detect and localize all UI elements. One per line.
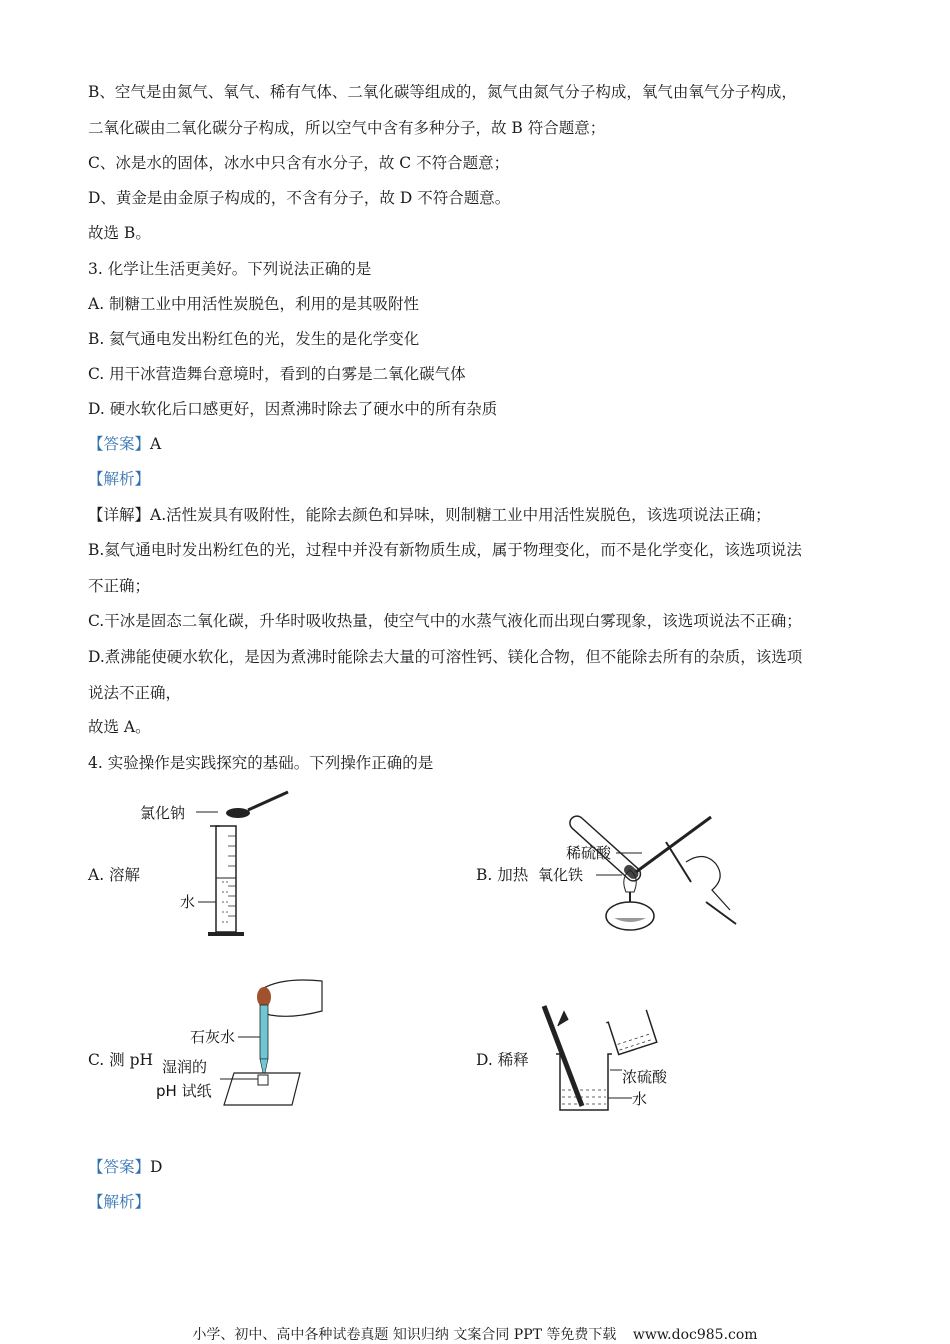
text-line: 二氧化碳由二氧化碳分子构成，所以空气中含有多种分子，故 B 符合题意； <box>88 119 606 137</box>
dropper-bulb <box>257 987 271 1007</box>
cylinder-base <box>208 932 244 936</box>
question-3-stem: 3. 化学让生活更美好。下列说法正确的是 <box>88 260 372 278</box>
question-3-detail-b-cont: 不正确； <box>88 577 151 595</box>
question-3-detail-a <box>88 505 771 525</box>
text-line: C、冰是水的固体，冰水中只含有水分子，故 C 不符合题意； <box>88 154 510 172</box>
stir-arrow-icon <box>558 1012 568 1026</box>
figure-d-label-water: 水 <box>632 1090 648 1108</box>
question-3-option-b: B. 氦气通电发出粉红色的光，发生的是化学变化 <box>88 330 420 348</box>
question-3-choose: 故选 A。 <box>88 718 151 736</box>
answer-value: D <box>150 1158 163 1176</box>
figure-c-label-limewater: 石灰水 <box>190 1028 236 1046</box>
question-3-option-c: C. 用干冰营造舞台意境时，看到的白雾是二氧化碳气体 <box>88 365 466 383</box>
figure-a-label-water: 水 <box>180 893 196 911</box>
question-4-option-a: A. 溶解 <box>88 866 141 884</box>
lamp-liquid <box>614 918 646 922</box>
answer-tag: 【答案】 <box>88 1158 151 1176</box>
figure-d-label-concentrated-sulfuric-acid: 浓硫酸 <box>622 1068 668 1086</box>
hand-icon <box>686 856 730 910</box>
answer-value: A <box>150 435 162 453</box>
question-4-option-d: D. 稀释 <box>476 1051 529 1069</box>
dropper-tube <box>260 1005 268 1059</box>
dropper-tip <box>260 1059 268 1073</box>
tube-holder <box>636 817 711 872</box>
spoon-handle <box>248 792 288 810</box>
question-3-detail-d: D.煮沸能使硬水软化，是因为煮沸时能除去大量的可溶性钙、镁化合物，但不能除去所有的杂质，该选项 <box>88 648 803 666</box>
question-3-analysis-tag <box>88 469 150 489</box>
question-4-stem: 4. 实验操作是实践探究的基础。下列操作正确的是 <box>88 754 434 772</box>
detail-tag: 【详解】 <box>88 506 151 524</box>
question-4-option-b: B. 加热 <box>476 866 529 884</box>
page-footer <box>0 1324 950 1344</box>
answer-tag: 【答案】 <box>88 435 151 453</box>
spoon-icon <box>226 808 250 818</box>
footer-text: 小学、初中、高中各种试卷真题 知识归纳 文案合同 PPT 等免费下载 <box>192 1327 617 1343</box>
question-3-option-a: A. 制糖工业中用活性炭脱色，利用的是其吸附性 <box>88 295 420 313</box>
figure-a-label-sodium-chloride: 氯化钠 <box>140 804 186 822</box>
text-line: 故选 B。 <box>88 224 151 242</box>
analysis-tag: 【解析】 <box>88 1193 151 1211</box>
alcohol-lamp <box>606 902 654 930</box>
figure-heating <box>536 812 756 937</box>
figure-dissolve <box>138 786 298 941</box>
question-3-option-d: D. 硬水软化后口感更好，因煮沸时除去了硬水中的所有杂质 <box>88 400 498 418</box>
question-4-analysis-tag <box>88 1192 150 1212</box>
figure-c-label-ph-paper: pH 试纸 <box>156 1082 212 1100</box>
text-line: B、空气是由氮气、氧气、稀有气体、二氧化碳等组成的，氮气由氮气分子构成，氧气由氧气分子构成， <box>88 83 797 101</box>
figure-c-label-moist: 湿润的 <box>162 1058 208 1076</box>
water-in-beaker <box>562 1090 606 1104</box>
question-4-answer <box>88 1157 162 1177</box>
text-line: D、黄金是由金原子构成的，不含有分子，故 D 不符合题意。 <box>88 189 511 207</box>
question-4-option-c: C. 测 pH <box>88 1051 154 1069</box>
pouring-beaker <box>606 1010 656 1055</box>
footer-url[interactable]: www.doc985.com <box>632 1327 758 1343</box>
holder-tip <box>706 902 736 924</box>
question-3-detail-b: B.氦气通电时发出粉红色的光，过程中并没有新物质生成，属于物理变化，而不是化学变化，该选项说法 <box>88 541 802 559</box>
cylinder-scale <box>222 836 236 922</box>
question-3-answer <box>88 434 161 454</box>
detail-a-text: A.活性炭具有吸附性，能除去颜色和异味，则制糖工业中用活性炭脱色，该选项说法正确； <box>150 506 771 524</box>
figure-ph-test <box>150 975 340 1110</box>
tube-holder-handle <box>666 842 691 882</box>
question-3-detail-c: C.干冰是固态二氧化碳，升华时吸收热量，使空气中的水蒸气液化而出现白雾现象，该选项说法不正确； <box>88 612 802 630</box>
figure-b-label-iron-oxide: 氧化铁 <box>538 866 584 884</box>
analysis-tag: 【解析】 <box>88 470 151 488</box>
figure-dilution <box>536 1000 706 1120</box>
ph-paper <box>258 1075 268 1085</box>
figure-b-label-dilute-sulfuric-acid: 稀硫酸 <box>566 844 612 862</box>
question-3-detail-d-cont: 说法不正确， <box>88 684 182 702</box>
